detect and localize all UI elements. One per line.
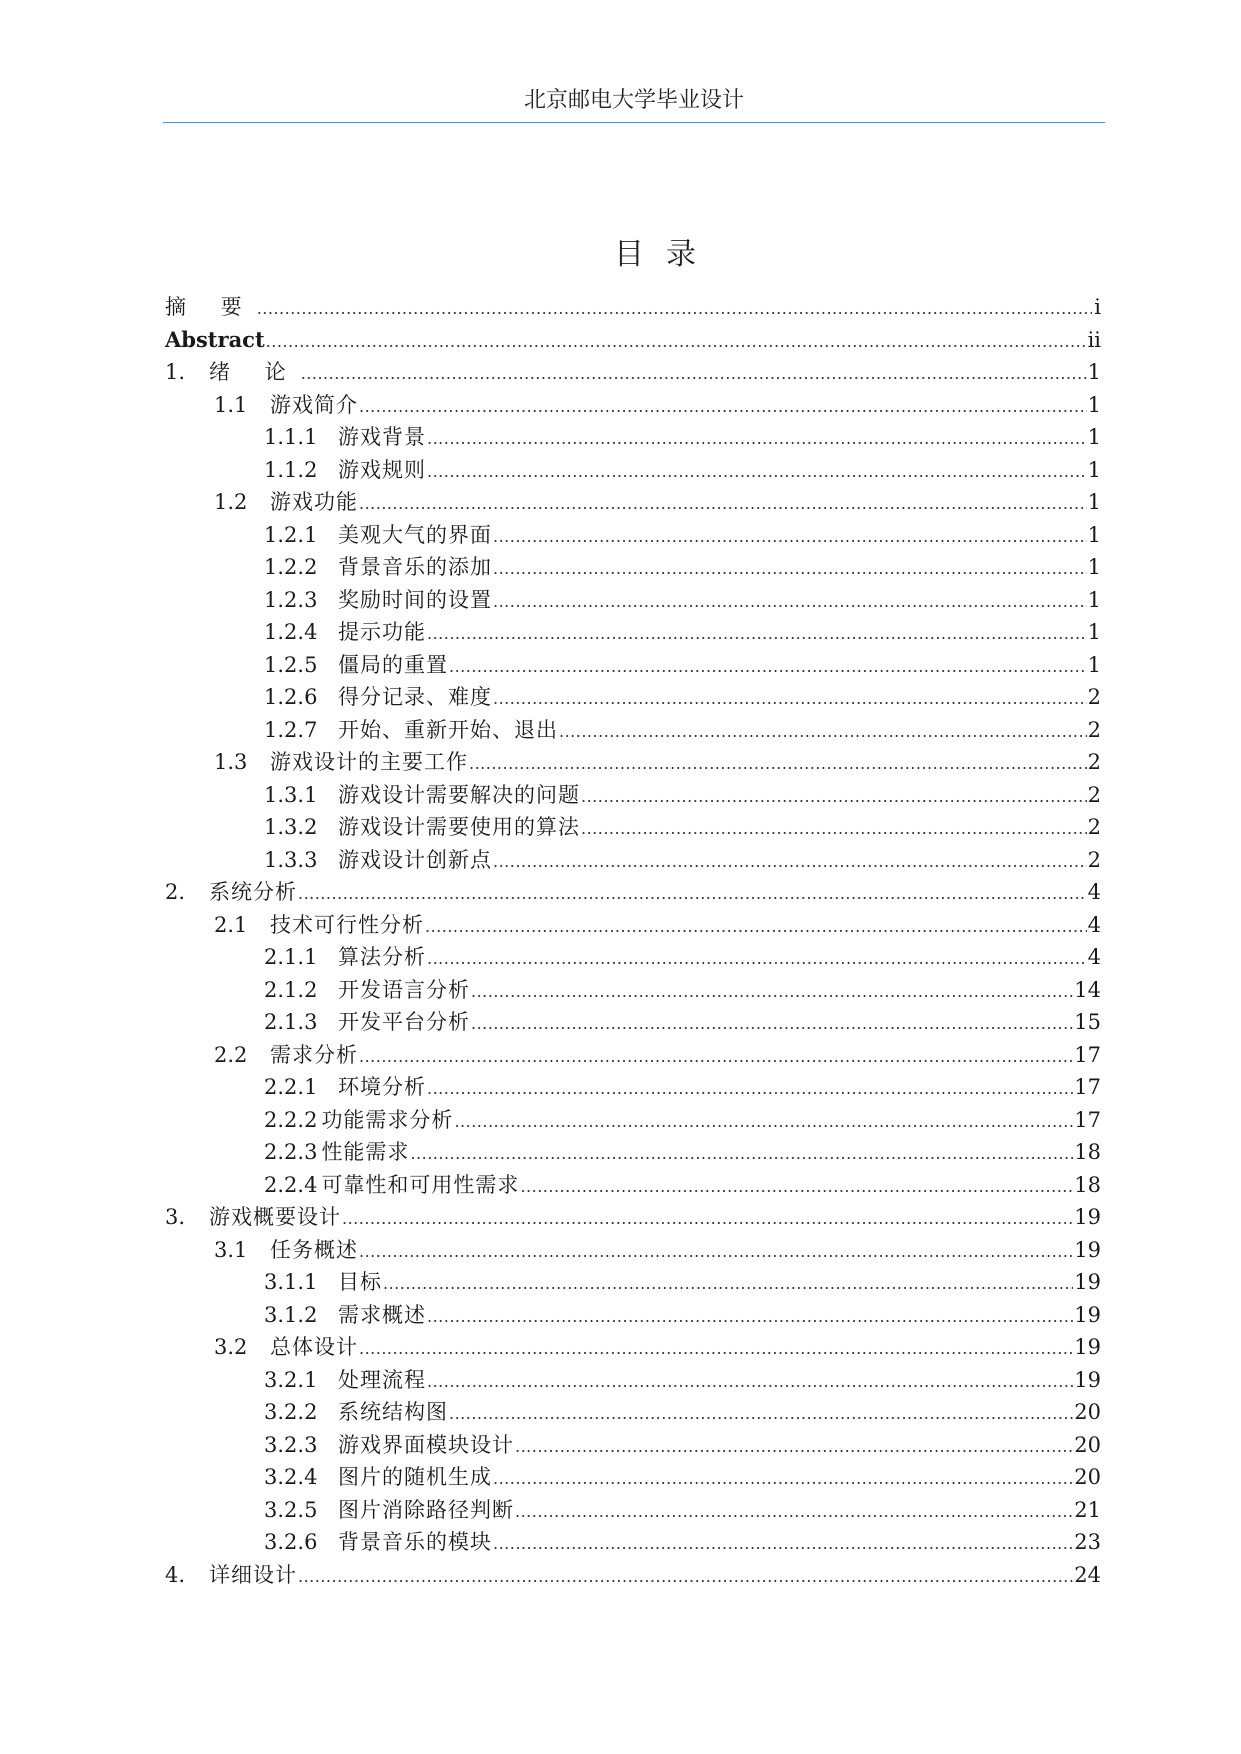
toc-dot-leader <box>493 521 1087 554</box>
toc-dot-leader <box>359 1041 1073 1074</box>
toc-dot-leader <box>427 1366 1073 1399</box>
toc-entry[interactable] <box>165 876 1101 909</box>
toc-dot-leader <box>493 683 1087 716</box>
toc-entry-page: 18 <box>1074 1172 1101 1197</box>
table-of-contents <box>165 291 1101 1591</box>
toc-entry-page: 1 <box>1087 620 1101 644</box>
toc-entry-number: 3.2.6 <box>264 1530 318 1554</box>
toc-entry-number: 2.1.2 <box>264 977 318 1002</box>
toc-entry-label: 背景音乐的模块 <box>338 1530 492 1554</box>
toc-entry-label: 系统结构图 <box>338 1400 448 1424</box>
toc-dot-leader <box>515 1431 1073 1464</box>
toc-dot-leader <box>427 1301 1073 1334</box>
toc-entry[interactable] <box>165 974 1101 1007</box>
toc-entry-label: Abstract <box>165 326 265 352</box>
toc-entry-number: 1.1 <box>214 392 248 417</box>
toc-entry-page: 1 <box>1087 392 1101 417</box>
toc-entry-page: i <box>1094 295 1101 319</box>
toc-entry-label: 需求概述 <box>338 1302 426 1327</box>
toc-entry-label: 僵局的重置 <box>338 652 448 677</box>
toc-dot-leader <box>383 1268 1073 1301</box>
toc-entry-page: ii <box>1087 327 1101 352</box>
toc-dot-leader <box>425 911 1087 944</box>
toc-entry-page: 1 <box>1087 425 1101 449</box>
toc-entry-page: 2 <box>1087 815 1101 839</box>
toc-entry[interactable] <box>165 1234 1101 1267</box>
toc-entry-number: 1.3.2 <box>264 815 318 839</box>
toc-entry-page: 1 <box>1087 490 1101 514</box>
toc-entry[interactable] <box>165 421 1101 454</box>
toc-dot-leader <box>469 748 1087 781</box>
toc-entry[interactable] <box>165 1299 1101 1332</box>
toc-entry[interactable] <box>165 844 1101 877</box>
page-header: 北京邮电大学毕业设计 <box>523 88 744 113</box>
toc-entry-number: 2. <box>165 880 186 904</box>
toc-entry-label: 环境分析 <box>338 1075 426 1099</box>
header-rule <box>163 122 1105 123</box>
toc-entry-number: 1.3 <box>214 750 248 774</box>
toc-entry-page: 23 <box>1074 1530 1101 1554</box>
toc-dot-leader <box>493 1463 1073 1496</box>
toc-entry-label: 提示功能 <box>338 620 426 644</box>
toc-entry-label: 游戏设计需要解决的问题 <box>338 782 580 807</box>
toc-entry-page: 4 <box>1087 880 1101 904</box>
toc-dot-leader <box>359 1236 1073 1269</box>
toc-entry-number: 3.2.5 <box>264 1497 318 1522</box>
toc-entry-page: 20 <box>1074 1465 1101 1489</box>
toc-entry-page: 17 <box>1074 1107 1101 1132</box>
toc-entry[interactable] <box>165 1331 1101 1364</box>
toc-entry-number: 1.1.1 <box>264 425 318 449</box>
toc-entry-number: 1.2.3 <box>264 587 318 612</box>
toc-dot-leader <box>449 651 1087 684</box>
toc-entry-number: 2.1.3 <box>264 1010 318 1034</box>
toc-entry[interactable] <box>165 1364 1101 1397</box>
toc-entry-label: 详细设计 <box>209 1562 297 1587</box>
toc-entry-page: 4 <box>1087 912 1101 937</box>
toc-entry[interactable] <box>165 291 1101 324</box>
toc-entry-number: 2.2 <box>214 1042 248 1067</box>
toc-dot-leader <box>515 1496 1073 1529</box>
toc-entry[interactable] <box>165 584 1101 617</box>
toc-entry[interactable] <box>165 1429 1101 1462</box>
toc-entry-label: 图片消除路径判断 <box>338 1497 514 1522</box>
toc-dot-leader <box>359 488 1087 521</box>
toc-entry-number: 2.2.2 <box>264 1107 318 1132</box>
toc-entry-label: 游戏设计需要使用的算法 <box>338 815 580 839</box>
toc-dot-leader <box>427 456 1087 489</box>
toc-entry[interactable] <box>165 1396 1101 1429</box>
toc-entry-label: 游戏规则 <box>338 457 426 482</box>
toc-dot-leader <box>471 1008 1073 1041</box>
toc-entry-page: 17 <box>1074 1042 1101 1067</box>
toc-title: 目录 <box>614 237 718 272</box>
toc-entry[interactable] <box>165 551 1101 584</box>
toc-entry[interactable] <box>165 324 1101 357</box>
toc-entry-page: 19 <box>1074 1205 1101 1229</box>
toc-entry-label: 开始、重新开始、退出 <box>338 717 558 742</box>
toc-entry-page: 19 <box>1074 1335 1101 1359</box>
toc-dot-leader <box>427 1073 1073 1106</box>
toc-entry[interactable] <box>165 1266 1101 1299</box>
toc-dot-leader <box>266 326 1087 359</box>
toc-entry-number: 1.2.4 <box>264 620 318 644</box>
toc-entry-number: 1.1.2 <box>264 457 318 482</box>
toc-entry-page: 1 <box>1087 587 1101 612</box>
toc-entry[interactable] <box>165 616 1101 649</box>
toc-entry-label: 可靠性和可用性需求 <box>321 1172 520 1197</box>
toc-entry-label: 游戏背景 <box>338 425 426 449</box>
toc-entry-label: 任务概述 <box>270 1237 358 1262</box>
toc-entry-label: 系统分析 <box>209 880 297 904</box>
toc-entry[interactable] <box>165 1136 1101 1169</box>
toc-entry-page: 20 <box>1074 1400 1101 1424</box>
toc-entry[interactable] <box>165 1494 1101 1527</box>
toc-entry-number: 1. <box>165 360 186 384</box>
toc-entry-label: 开发平台分析 <box>338 1010 470 1034</box>
toc-entry-page: 2 <box>1087 685 1101 709</box>
toc-dot-leader <box>493 553 1087 586</box>
toc-dot-leader <box>342 1203 1073 1236</box>
toc-entry-label: 需求分析 <box>270 1042 358 1067</box>
toc-entry-number: 2.1 <box>214 912 248 937</box>
toc-entry-label: 技术可行性分析 <box>270 912 424 937</box>
toc-entry-page: 21 <box>1074 1497 1101 1522</box>
toc-entry[interactable] <box>165 486 1101 519</box>
toc-entry-page: 15 <box>1074 1010 1101 1034</box>
toc-entry[interactable] <box>165 681 1101 714</box>
toc-entry[interactable] <box>165 811 1101 844</box>
toc-entry-number: 3. <box>165 1205 186 1229</box>
toc-entry-number: 1.3.3 <box>264 847 318 872</box>
toc-entry-label: 游戏功能 <box>270 490 358 514</box>
toc-entry-page: 18 <box>1074 1140 1101 1164</box>
toc-dot-leader <box>454 1106 1073 1139</box>
toc-entry-label: 图片的随机生成 <box>338 1465 492 1489</box>
toc-entry[interactable] <box>165 1559 1101 1592</box>
toc-entry[interactable] <box>165 746 1101 779</box>
toc-entry-page: 20 <box>1074 1432 1101 1457</box>
toc-entry-label: 美观大气的界面 <box>338 522 492 547</box>
toc-dot-leader <box>581 813 1087 846</box>
toc-entry-page: 19 <box>1074 1270 1101 1294</box>
toc-entry-number: 1.2.2 <box>264 555 318 579</box>
toc-entry-number: 3.2.1 <box>264 1367 318 1392</box>
toc-entry-page: 2 <box>1087 782 1101 807</box>
toc-entry-page: 1 <box>1087 652 1101 677</box>
toc-entry[interactable] <box>165 519 1101 552</box>
toc-entry-number: 1.3.1 <box>264 782 318 807</box>
toc-entry[interactable] <box>165 941 1101 974</box>
toc-entry[interactable] <box>165 1169 1101 1202</box>
toc-entry-page: 1 <box>1087 555 1101 579</box>
toc-entry-number: 3.2 <box>214 1335 248 1359</box>
toc-entry-page: 24 <box>1074 1562 1101 1587</box>
toc-entry[interactable] <box>165 1006 1101 1039</box>
toc-dot-leader <box>359 1333 1073 1366</box>
toc-entry-number: 3.2.3 <box>264 1432 318 1457</box>
toc-entry-number: 3.2.2 <box>264 1400 318 1424</box>
toc-entry-page: 2 <box>1087 847 1101 872</box>
toc-entry-label: 游戏简介 <box>270 392 358 417</box>
toc-entry-label: 背景音乐的添加 <box>338 555 492 579</box>
toc-entry-page: 14 <box>1074 977 1101 1002</box>
toc-entry-label: 摘 要 <box>165 295 256 319</box>
toc-entry-number: 2.2.3 <box>264 1140 318 1164</box>
toc-dot-leader <box>493 586 1087 619</box>
toc-entry-page: 19 <box>1074 1302 1101 1327</box>
toc-entry-label: 游戏设计创新点 <box>338 847 492 872</box>
toc-entry-number: 3.1.2 <box>264 1302 318 1327</box>
toc-entry-page: 4 <box>1087 945 1101 969</box>
toc-entry-label: 处理流程 <box>338 1367 426 1392</box>
toc-entry-label: 游戏设计的主要工作 <box>270 750 468 774</box>
toc-entry-label: 总体设计 <box>270 1335 358 1359</box>
toc-entry[interactable] <box>165 779 1101 812</box>
toc-entry-label: 奖励时间的设置 <box>338 587 492 612</box>
toc-entry[interactable] <box>165 454 1101 487</box>
toc-entry-number: 1.2.1 <box>264 522 318 547</box>
toc-entry-page: 17 <box>1074 1075 1101 1099</box>
toc-entry-number: 1.2 <box>214 490 248 514</box>
toc-dot-leader <box>493 846 1087 879</box>
toc-entry-page: 19 <box>1074 1237 1101 1262</box>
toc-entry-label: 算法分析 <box>338 945 426 969</box>
toc-dot-leader <box>301 358 1087 391</box>
toc-entry-number: 3.1 <box>214 1237 248 1262</box>
toc-entry-page: 1 <box>1087 522 1101 547</box>
toc-entry-label: 游戏概要设计 <box>209 1205 341 1229</box>
toc-entry[interactable] <box>165 1461 1101 1494</box>
toc-dot-leader <box>471 976 1073 1009</box>
toc-entry[interactable] <box>165 1071 1101 1104</box>
toc-entry-label: 开发语言分析 <box>338 977 470 1002</box>
toc-dot-leader <box>581 781 1087 814</box>
toc-dot-leader <box>257 293 1092 326</box>
toc-entry-number: 2.2.1 <box>264 1075 318 1099</box>
toc-dot-leader <box>493 1528 1073 1561</box>
toc-entry-number: 3.1.1 <box>264 1270 318 1294</box>
toc-dot-leader <box>410 1138 1073 1171</box>
toc-dot-leader <box>520 1171 1073 1204</box>
toc-entry[interactable] <box>165 1201 1101 1234</box>
toc-entry-label: 功能需求分析 <box>321 1107 454 1132</box>
toc-entry[interactable] <box>165 1104 1101 1137</box>
toc-entry[interactable] <box>165 389 1101 422</box>
toc-dot-leader <box>298 1561 1073 1594</box>
toc-entry-label: 绪 论 <box>209 360 300 384</box>
toc-entry-number: 1.2.5 <box>264 652 318 677</box>
toc-entry-number: 3.2.4 <box>264 1465 318 1489</box>
toc-entry-number: 2.2.4 <box>264 1172 318 1197</box>
toc-dot-leader <box>298 878 1087 911</box>
toc-entry[interactable] <box>165 909 1101 942</box>
toc-entry-page: 2 <box>1087 717 1101 742</box>
toc-dot-leader <box>559 716 1087 749</box>
toc-entry[interactable] <box>165 1039 1101 1072</box>
toc-entry-number: 1.2.6 <box>264 685 318 709</box>
toc-entry-number: 2.1.1 <box>264 945 318 969</box>
toc-entry-page: 1 <box>1087 457 1101 482</box>
toc-entry-page: 1 <box>1087 360 1101 384</box>
toc-dot-leader <box>449 1398 1073 1431</box>
toc-entry[interactable] <box>165 714 1101 747</box>
toc-entry-label: 性能需求 <box>321 1140 410 1164</box>
toc-dot-leader <box>427 618 1087 651</box>
toc-dot-leader <box>427 943 1087 976</box>
toc-entry-number: 1.2.7 <box>264 717 318 742</box>
toc-dot-leader <box>427 423 1087 456</box>
toc-entry-page: 2 <box>1087 750 1101 774</box>
toc-entry-number: 4. <box>165 1562 186 1587</box>
toc-entry-label: 得分记录、难度 <box>338 685 492 709</box>
toc-entry-label: 目标 <box>338 1270 382 1294</box>
toc-entry[interactable] <box>165 356 1101 389</box>
toc-entry[interactable] <box>165 649 1101 682</box>
toc-entry-page: 19 <box>1074 1367 1101 1392</box>
toc-entry[interactable] <box>165 1526 1101 1559</box>
toc-entry-label: 游戏界面模块设计 <box>338 1432 514 1457</box>
toc-dot-leader <box>359 391 1087 424</box>
